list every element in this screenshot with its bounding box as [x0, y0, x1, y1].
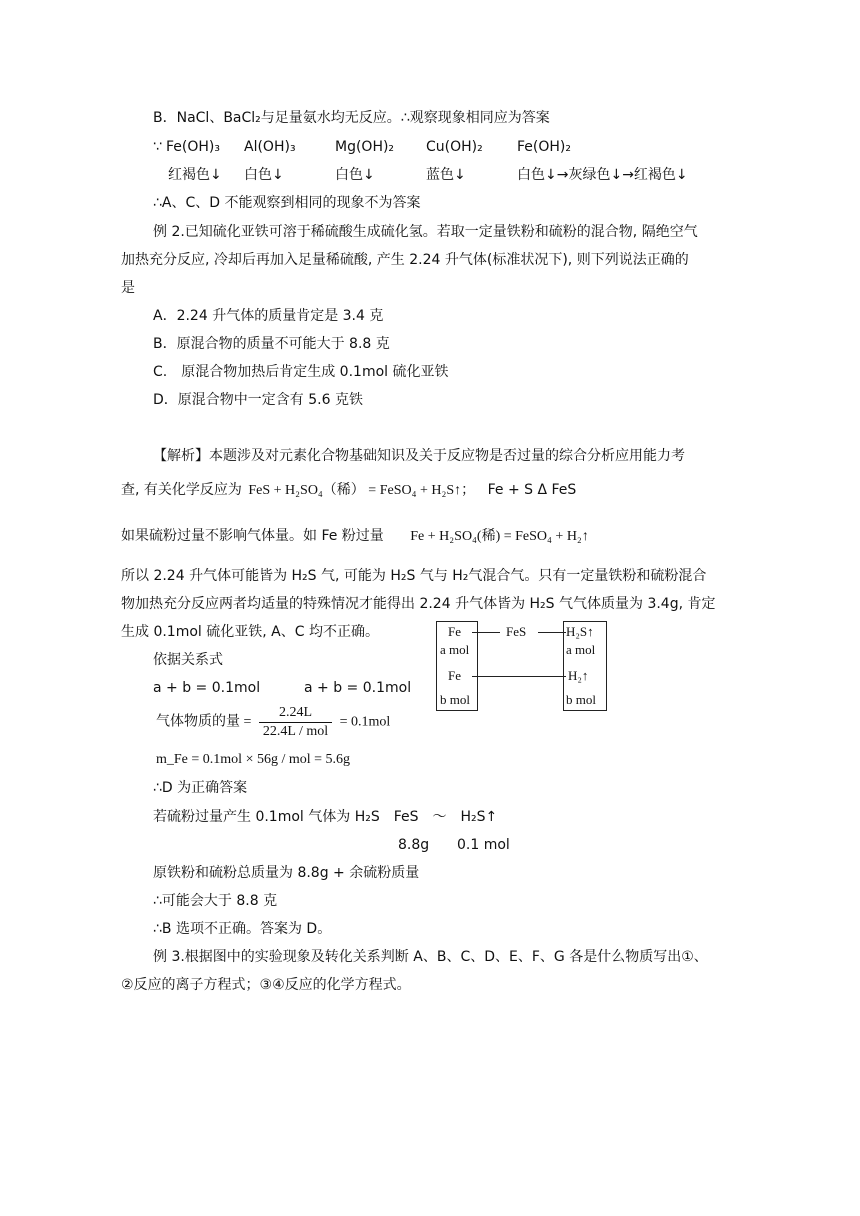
equation-fe-acid: Fe + H₂SO₄(稀) = FeSO₄ + H₂↑: [410, 529, 589, 544]
b-incorrect: ∴B 选项不正确。答案为 D。: [153, 921, 332, 937]
hydroxide-mg: Mg(OH)₂: [335, 139, 395, 155]
color-fe3: 红褐色↓: [168, 167, 222, 183]
fraction-numerator: 2.24L: [259, 704, 332, 723]
example2-line2: 加热充分反应, 冷却后再加入足量稀硫酸, 产生 2.24 升气体(标准状况下), 则下列说法正确的: [121, 252, 689, 268]
option-b: B．原混合物的质量不可能大于 8.8 克: [153, 336, 390, 352]
diagram-b-mol-left: b mol: [440, 692, 470, 707]
diagram-line-fe-h2: [472, 676, 566, 677]
hydroxide-fe2: Fe(OH)₂: [517, 139, 571, 155]
relation-label: 依据关系式: [153, 652, 223, 668]
statement-b: B．NaCl、BaCl₂与足量氨水均无反应。∴观察现象相同应为答案: [153, 110, 550, 126]
diagram-b-mol-right: b mol: [566, 692, 596, 707]
hydroxide-al: Al(OH)₃: [244, 139, 296, 155]
diagram-line-fes-h2s: [538, 632, 566, 633]
d-correct: ∴D 为正确答案: [153, 780, 248, 796]
example3-line2: ②反应的离子方程式；③④反应的化学方程式。: [121, 977, 411, 993]
example2-line3: 是: [121, 280, 135, 296]
example2-line1: 例 2.已知硫化亚铁可溶于稀硫酸生成硫化氢。若取一定量铁粉和硫粉的混合物, 隔绝空气: [153, 224, 698, 240]
mass-8-8g: 8.8g: [398, 837, 430, 853]
gas-amount-equation: [156, 704, 390, 741]
fraction-denominator: 22.4L / mol: [262, 724, 329, 739]
equation-fes-acid: FeS + H₂SO₄（稀） = FeSO₄ + H₂S↑；: [248, 483, 476, 498]
analysis-line4: 所以 2.24 升气体可能皆为 H₂S 气, 可能为 H₂S 气与 H₂气混合气。只有一定量铁粉和硫粉混合: [121, 568, 707, 584]
color-mg: 白色↓: [335, 167, 375, 183]
diagram-a-mol-left: a mol: [440, 642, 470, 657]
amount-0-1mol: 0.1 mol: [457, 837, 510, 853]
option-d: D．原混合物中一定含有 5.6 克铁: [153, 392, 363, 408]
sulfur-excess: 若硫粉过量产生 0.1mol 气体为 H₂S FeS ～ H₂S↑: [153, 809, 498, 825]
color-cu: 蓝色↓: [426, 167, 466, 183]
total-mass: 原铁粉和硫粉总质量为 8.8g + 余硫粉质量: [153, 865, 420, 881]
diagram-a-mol-right: a mol: [566, 642, 596, 657]
relation-ab-2: a + b = 0.1mol: [304, 680, 412, 696]
mass-fe-equation: m_Fe = 0.1mol × 56g / mol = 5.6g: [156, 752, 351, 767]
analysis-line2: [121, 480, 576, 501]
gas-amount-label: 气体物质的量 =: [156, 714, 252, 730]
analysis-line3-prefix: 如果硫粉过量不影响气体量。如 Fe 粉过量: [121, 528, 384, 544]
option-c: C. 原混合物加热后肯定生成 0.1mol 硫化亚铁: [153, 364, 449, 380]
diagram-line-fe-fes: [472, 632, 500, 633]
diagram-h2: H₂↑: [568, 668, 589, 683]
diagram-h2s: H₂S↑: [566, 624, 594, 639]
fraction-result: = 0.1mol: [339, 714, 391, 730]
diagram-fes: FeS: [506, 624, 527, 639]
equation-fe-s: Fe + S Δ FeS: [487, 482, 577, 498]
acd-not-answer: ∴A、C、D 不能观察到相同的现象不为答案: [153, 195, 421, 211]
option-a: A．2.24 升气体的质量肯定是 3.4 克: [153, 308, 384, 324]
analysis-line2-prefix: 查, 有关化学反应为: [121, 482, 242, 498]
relation-ab-1: a + b = 0.1mol: [153, 680, 261, 696]
analysis-line6: 生成 0.1mol 硫化亚铁, A、C 均不正确。: [121, 624, 379, 640]
color-fe2: 白色↓→灰绿色↓→红褐色↓: [517, 167, 688, 183]
hydroxide-fe3: Fe(OH)₃: [166, 139, 220, 155]
diagram-fe-top: Fe: [448, 624, 461, 639]
because-symbol: ∵: [153, 139, 162, 155]
diagram-fe-bottom: Fe: [448, 668, 461, 683]
gas-fraction: [259, 704, 332, 741]
analysis-line5: 物加热充分反应两者均适量的特殊情况才能得出 2.24 升气体皆为 H₂S 气气体质量为 3.4g, 肯定: [121, 596, 716, 612]
analysis-line1: 【解析】本题涉及对元素化合物基础知识及关于反应物是否过量的综合分析应用能力考: [153, 448, 685, 464]
may-exceed: ∴可能会大于 8.8 克: [153, 893, 278, 909]
analysis-line3: [121, 526, 589, 547]
example3-line1: 例 3.根据图中的实验现象及转化关系判断 A、B、C、D、E、F、G 各是什么物质写出①、: [153, 949, 708, 965]
hydroxide-cu: Cu(OH)₂: [426, 139, 483, 155]
color-al: 白色↓: [244, 167, 284, 183]
